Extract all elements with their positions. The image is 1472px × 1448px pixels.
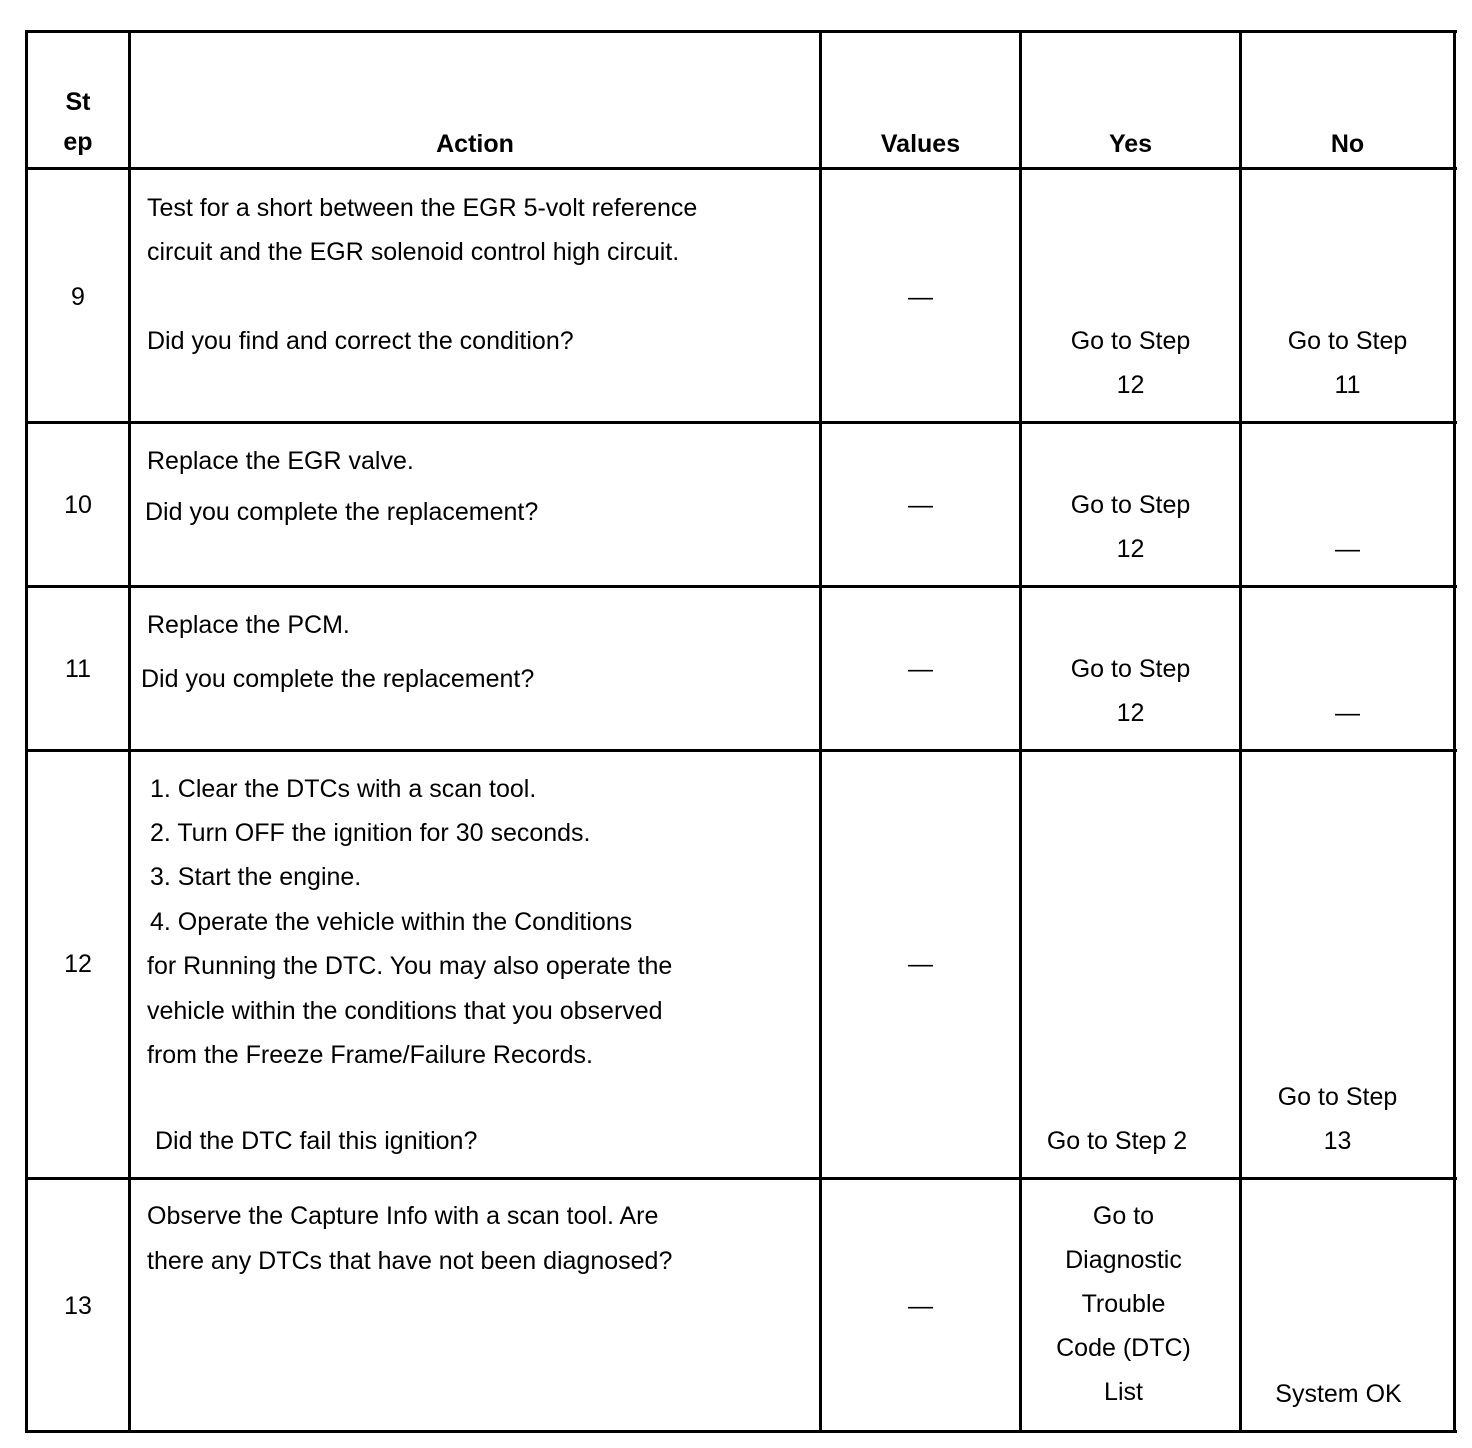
action-text: vehicle within the conditions that you observed [147, 997, 663, 1025]
row-divider [25, 1177, 1457, 1180]
action-text: from the Freeze Frame/Failure Records. [147, 1041, 593, 1069]
yes-cell: Go to Step 2 [1046, 1127, 1188, 1155]
no-cell: System OK [1275, 1380, 1402, 1408]
action-text: Replace the PCM. [147, 611, 350, 639]
values-cell: — [908, 1292, 933, 1320]
values-cell: — [908, 950, 933, 978]
action-list-item: 3. Start the engine. [150, 863, 362, 891]
column-divider [1453, 30, 1456, 1433]
action-question: Did you complete the replacement? [141, 665, 535, 693]
row-divider [25, 585, 1457, 588]
values-cell: — [908, 283, 933, 311]
yes-cell: Go to Step 12 [1070, 655, 1191, 727]
header-yes: Yes [1108, 130, 1153, 158]
column-divider [128, 30, 131, 1433]
row-divider [25, 749, 1457, 752]
header-values: Values [880, 130, 961, 158]
no-cell: Go to Step 11 [1287, 327, 1408, 399]
header-divider [25, 167, 1457, 170]
action-question: Did the DTC fail this ignition? [155, 1127, 478, 1155]
action-text: Observe the Capture Info with a scan tool. Are [147, 1202, 659, 1230]
step-number: 9 [71, 283, 85, 311]
action-text: Replace the EGR valve. [147, 447, 414, 475]
column-divider [25, 30, 28, 1433]
no-cell: Go to Step 13 [1277, 1083, 1398, 1155]
yes-cell: Go to Diagnostic Trouble Code (DTC) List [1056, 1202, 1191, 1406]
action-question: there any DTCs that have not been diagnosed? [147, 1247, 673, 1275]
step-number: 13 [64, 1292, 92, 1320]
yes-cell: Go to Step 12 [1070, 327, 1191, 399]
step-number: 10 [64, 491, 92, 519]
row-divider [25, 421, 1457, 424]
step-number: 11 [65, 655, 91, 683]
table-border-top [25, 30, 1457, 33]
action-text: for Running the DTC. You may also operate the [147, 952, 673, 980]
action-list-item: 1. Clear the DTCs with a scan tool. [150, 775, 537, 803]
header-step: St ep [63, 88, 93, 156]
action-question: Did you complete the replacement? [145, 498, 539, 526]
action-question: Did you find and correct the condition? [147, 327, 574, 355]
column-divider [819, 30, 822, 1433]
header-no: No [1330, 130, 1365, 158]
table-border-bottom [25, 1430, 1457, 1433]
values-cell: — [908, 491, 933, 519]
action-text: Test for a short between the EGR 5-volt reference [147, 194, 698, 222]
values-cell: — [908, 655, 933, 683]
no-cell: — [1335, 699, 1360, 727]
no-cell: — [1335, 535, 1360, 563]
action-list-item: 4. Operate the vehicle within the Conditions [150, 908, 633, 936]
step-number: 12 [64, 950, 92, 978]
header-action: Action [436, 130, 514, 158]
yes-cell: Go to Step 12 [1070, 491, 1191, 563]
action-list-item: 2. Turn OFF the ignition for 30 seconds. [150, 819, 591, 847]
action-text: circuit and the EGR solenoid control high circuit. [147, 238, 680, 266]
